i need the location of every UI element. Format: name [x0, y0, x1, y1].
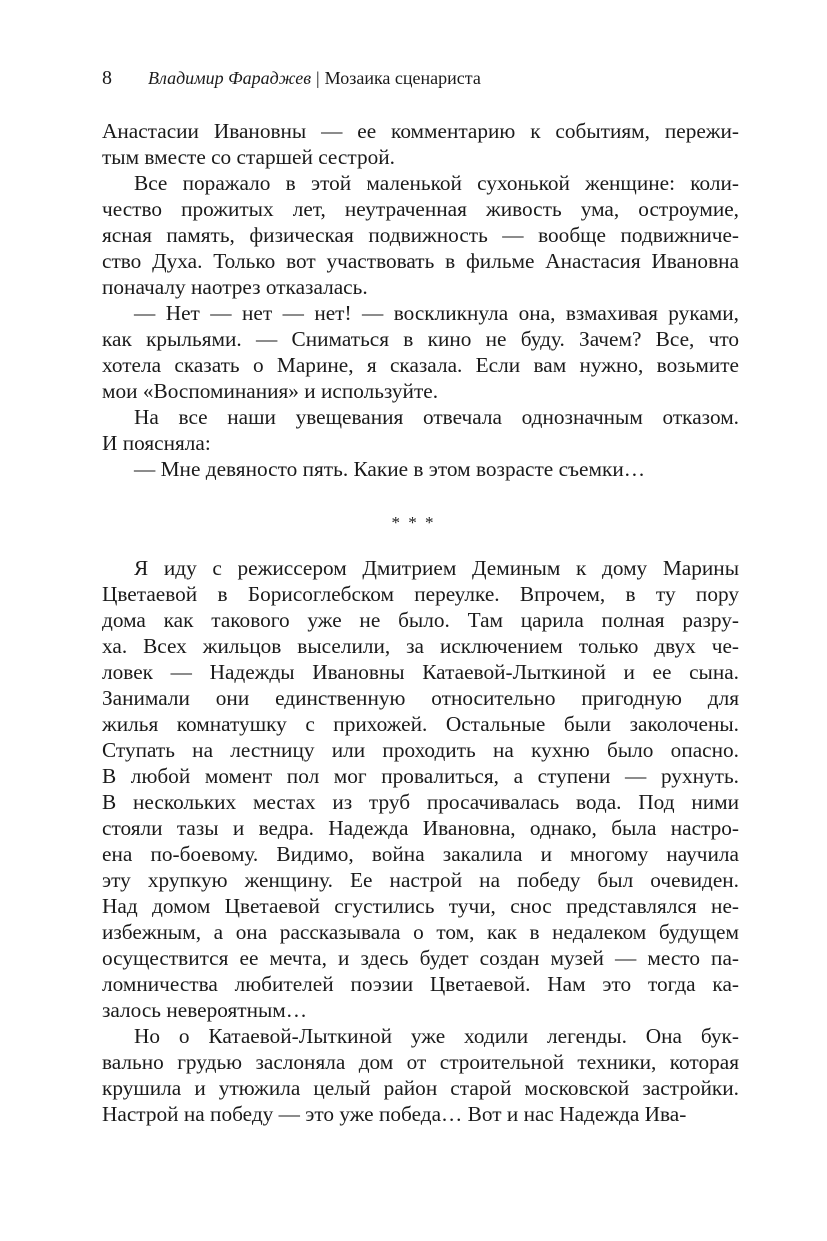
text-line: Но о Катаевой-Лыткиной уже ходили легенды. Она бук-	[134, 1024, 739, 1048]
text-line: тым вместе со старшей сестрой.	[102, 145, 395, 169]
text-line: ство Духа. Только вот участвовать в фильме Анастасия Ивановна	[102, 249, 739, 273]
paragraph	[102, 555, 739, 1023]
text-line: хотела сказать о Марине, я сказала. Если вам нужно, возьмите	[102, 353, 739, 377]
paragraph	[102, 456, 739, 482]
text-line: ясная память, физическая подвижность — вообще подвижниче-	[102, 223, 739, 247]
text-line: дома как такового уже не было. Там царила полная разру-	[102, 608, 739, 632]
text-line: Над домом Цветаевой сгустились тучи, снос представлялся не-	[102, 894, 739, 918]
text-line: залось невероятным…	[102, 998, 308, 1022]
text-line: как крыльями. — Сниматься в кино не буду. Зачем? Все, что	[102, 327, 739, 351]
text-line: ловек — Надежды Ивановны Катаевой-Лыткиной и ее сына.	[102, 660, 739, 684]
paragraph	[102, 1023, 739, 1127]
text-line: В нескольких местах из труб просачивалась вода. Под ними	[102, 790, 739, 814]
header-separator: |	[316, 68, 320, 88]
page-number: 8	[102, 67, 112, 89]
text-line: Цветаевой в Борисоглебском переулке. Впрочем, в ту пору	[102, 582, 739, 606]
text-line: — Нет — нет — нет! — воскликнула она, взмахивая руками,	[134, 301, 739, 325]
section-divider: * * *	[391, 513, 436, 532]
paragraph	[102, 300, 739, 404]
text-line: Все поражало в этой маленькой сухонькой женщине: коли-	[134, 171, 739, 195]
text-line: На все наши увещевания отвечала однозначным отказом.	[134, 405, 739, 429]
text-line: Я иду с режиссером Дмитрием Деминым к дому Марины	[134, 556, 739, 580]
text-line: Анастасии Ивановны — ее комментарию к событиям, пережи-	[102, 119, 739, 143]
text-section-2	[102, 555, 739, 1127]
text-line: — Мне девяносто пять. Какие в этом возрасте съемки…	[134, 457, 646, 481]
text-line: В любой момент пол мог провалиться, а ступени — рухнуть.	[102, 764, 739, 788]
text-line: ха. Всех жильцов выселили, за исключением только двух че-	[102, 634, 739, 658]
running-header	[102, 66, 742, 90]
text-line: крушила и утюжила целый район старой московской застройки.	[102, 1076, 739, 1100]
text-line: эту хрупкую женщину. Ее настрой на победу был очевиден.	[102, 868, 739, 892]
text-line: жилья комнатушку с прихожей. Остальные были заколочены.	[102, 712, 739, 736]
header-author: Владимир Фараджев	[148, 68, 312, 88]
text-line: ломничества любителей поэзии Цветаевой. Нам это тогда ка-	[102, 972, 739, 996]
paragraph	[102, 404, 739, 456]
paragraph	[102, 118, 739, 170]
text-line: вально грудью заслоняла дом от строительной техники, которая	[102, 1050, 739, 1074]
text-line: стояли тазы и ведра. Надежда Ивановна, однако, была настро-	[102, 816, 739, 840]
text-line: ена по-боевому. Видимо, война закалила и многому научила	[102, 842, 739, 866]
text-line: Настрой на победу — это уже победа… Вот и нас Надежда Ива-	[102, 1102, 687, 1126]
text-line: мои «Воспоминания» и используйте.	[102, 379, 439, 403]
paragraph	[102, 170, 739, 300]
text-line: поначалу наотрез отказалась.	[102, 275, 368, 299]
text-line: избежным, а она рассказывала о том, как в недалеком будущем	[102, 920, 739, 944]
text-line: осуществится ее мечта, и здесь будет создан музей — место па-	[102, 946, 739, 970]
text-line: Ступать на лестницу или проходить на кухню было опасно.	[102, 738, 739, 762]
text-line: чество прожитых лет, неутраченная живость ума, остроумие,	[102, 197, 739, 221]
text-section-1	[102, 118, 739, 482]
text-line: Занимали они единственную относительно пригодную для	[102, 686, 739, 710]
header-book-title: Мозаика сценариста	[324, 68, 481, 88]
text-line: И поясняла:	[102, 431, 211, 455]
